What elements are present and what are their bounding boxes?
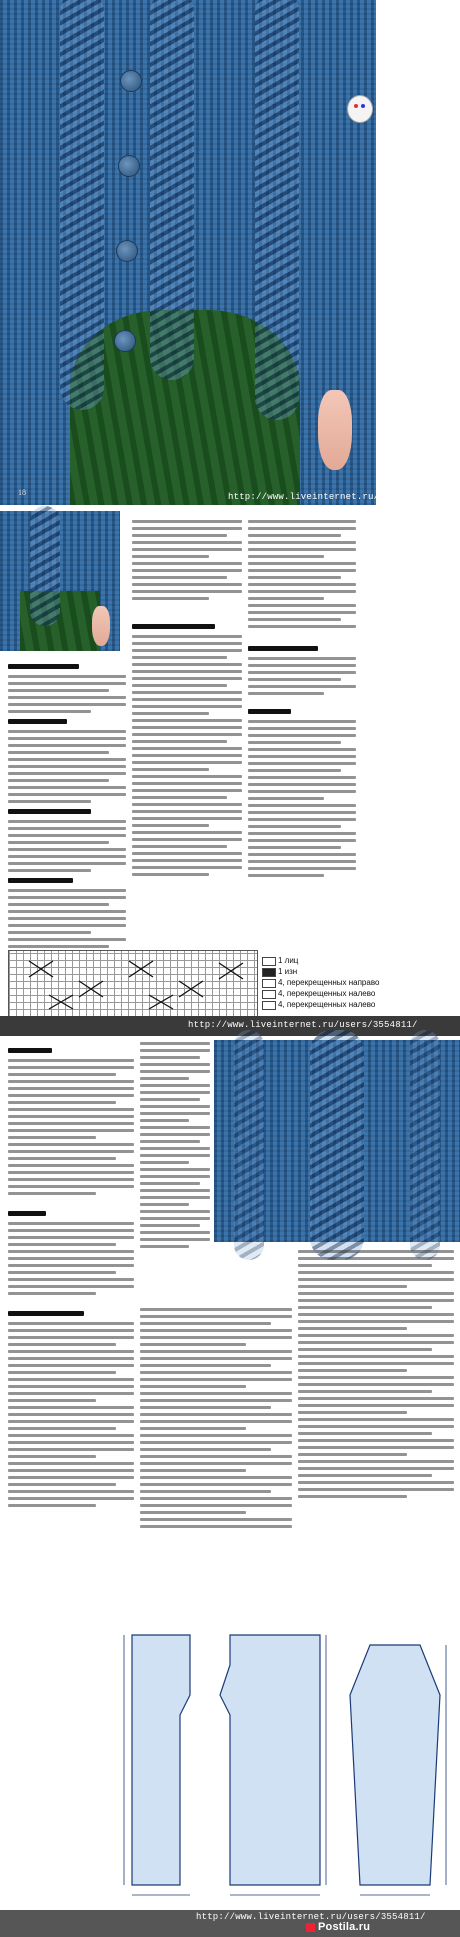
- text-column-7: [298, 1250, 454, 1600]
- cable-pattern: [310, 1030, 364, 1260]
- watermark-bar: [0, 1016, 460, 1036]
- watermark-link[interactable]: http://www.liveinternet.ru/users/3554811/: [188, 1020, 418, 1030]
- legend-swatch-3: [262, 979, 276, 988]
- legend-item-5: 4, перекрещенных налево: [278, 1000, 376, 1009]
- legend-swatch-2: [262, 968, 276, 977]
- text-column-4: [8, 1042, 134, 1602]
- button-icon: [116, 240, 138, 262]
- cable-pattern: [30, 506, 60, 626]
- legend-item-1: 1 лиц: [278, 956, 299, 965]
- brand-label[interactable]: Postila.ru: [318, 1921, 371, 1933]
- text-column-3: [248, 520, 356, 948]
- watermark-link[interactable]: http://www.liveinternet.ru/users/3554811/: [228, 492, 458, 502]
- text-column-1: [8, 658, 126, 946]
- cable-pattern-center: [150, 0, 194, 380]
- cardigan-photo-top: [0, 0, 458, 505]
- text-column-2: [132, 520, 242, 948]
- text-column-6: [140, 1308, 292, 1598]
- cable-closeup-photo: [214, 1040, 460, 1242]
- cardigan-photo-middle: [0, 511, 120, 651]
- hand: [318, 390, 352, 470]
- legend-item-2: 1 изн: [278, 967, 298, 976]
- legend-swatch-1: [262, 957, 276, 966]
- legend-swatch-4: [262, 990, 276, 999]
- cable-pattern: [410, 1030, 440, 1260]
- chart-symbols: [9, 951, 257, 1017]
- cartoon-sticker-icon: [347, 95, 373, 123]
- cable-pattern-left: [60, 0, 104, 410]
- brand-watermark-bar: [0, 1910, 460, 1937]
- knitting-chart: [8, 950, 258, 1018]
- cable-pattern-right: [255, 0, 299, 420]
- brand-logo-icon: [306, 1923, 315, 1932]
- button-icon: [118, 155, 140, 177]
- legend-swatch-5: [262, 1001, 276, 1010]
- hand: [92, 606, 110, 646]
- watermark-link[interactable]: http://www.liveinternet.ru/users/3554811/: [196, 1912, 426, 1922]
- legend-item-3: 4, перекрещенных направо: [278, 978, 380, 987]
- text-column-5: [140, 1042, 210, 1302]
- legend-item-4: 4, перекрещенных налево: [278, 989, 376, 998]
- page-number: 18: [18, 488, 26, 497]
- button-icon: [120, 70, 142, 92]
- button-icon: [114, 330, 136, 352]
- cable-pattern: [234, 1030, 264, 1260]
- garment-schema-drawings: [120, 1605, 456, 1905]
- garment-schema-area: [120, 1605, 456, 1905]
